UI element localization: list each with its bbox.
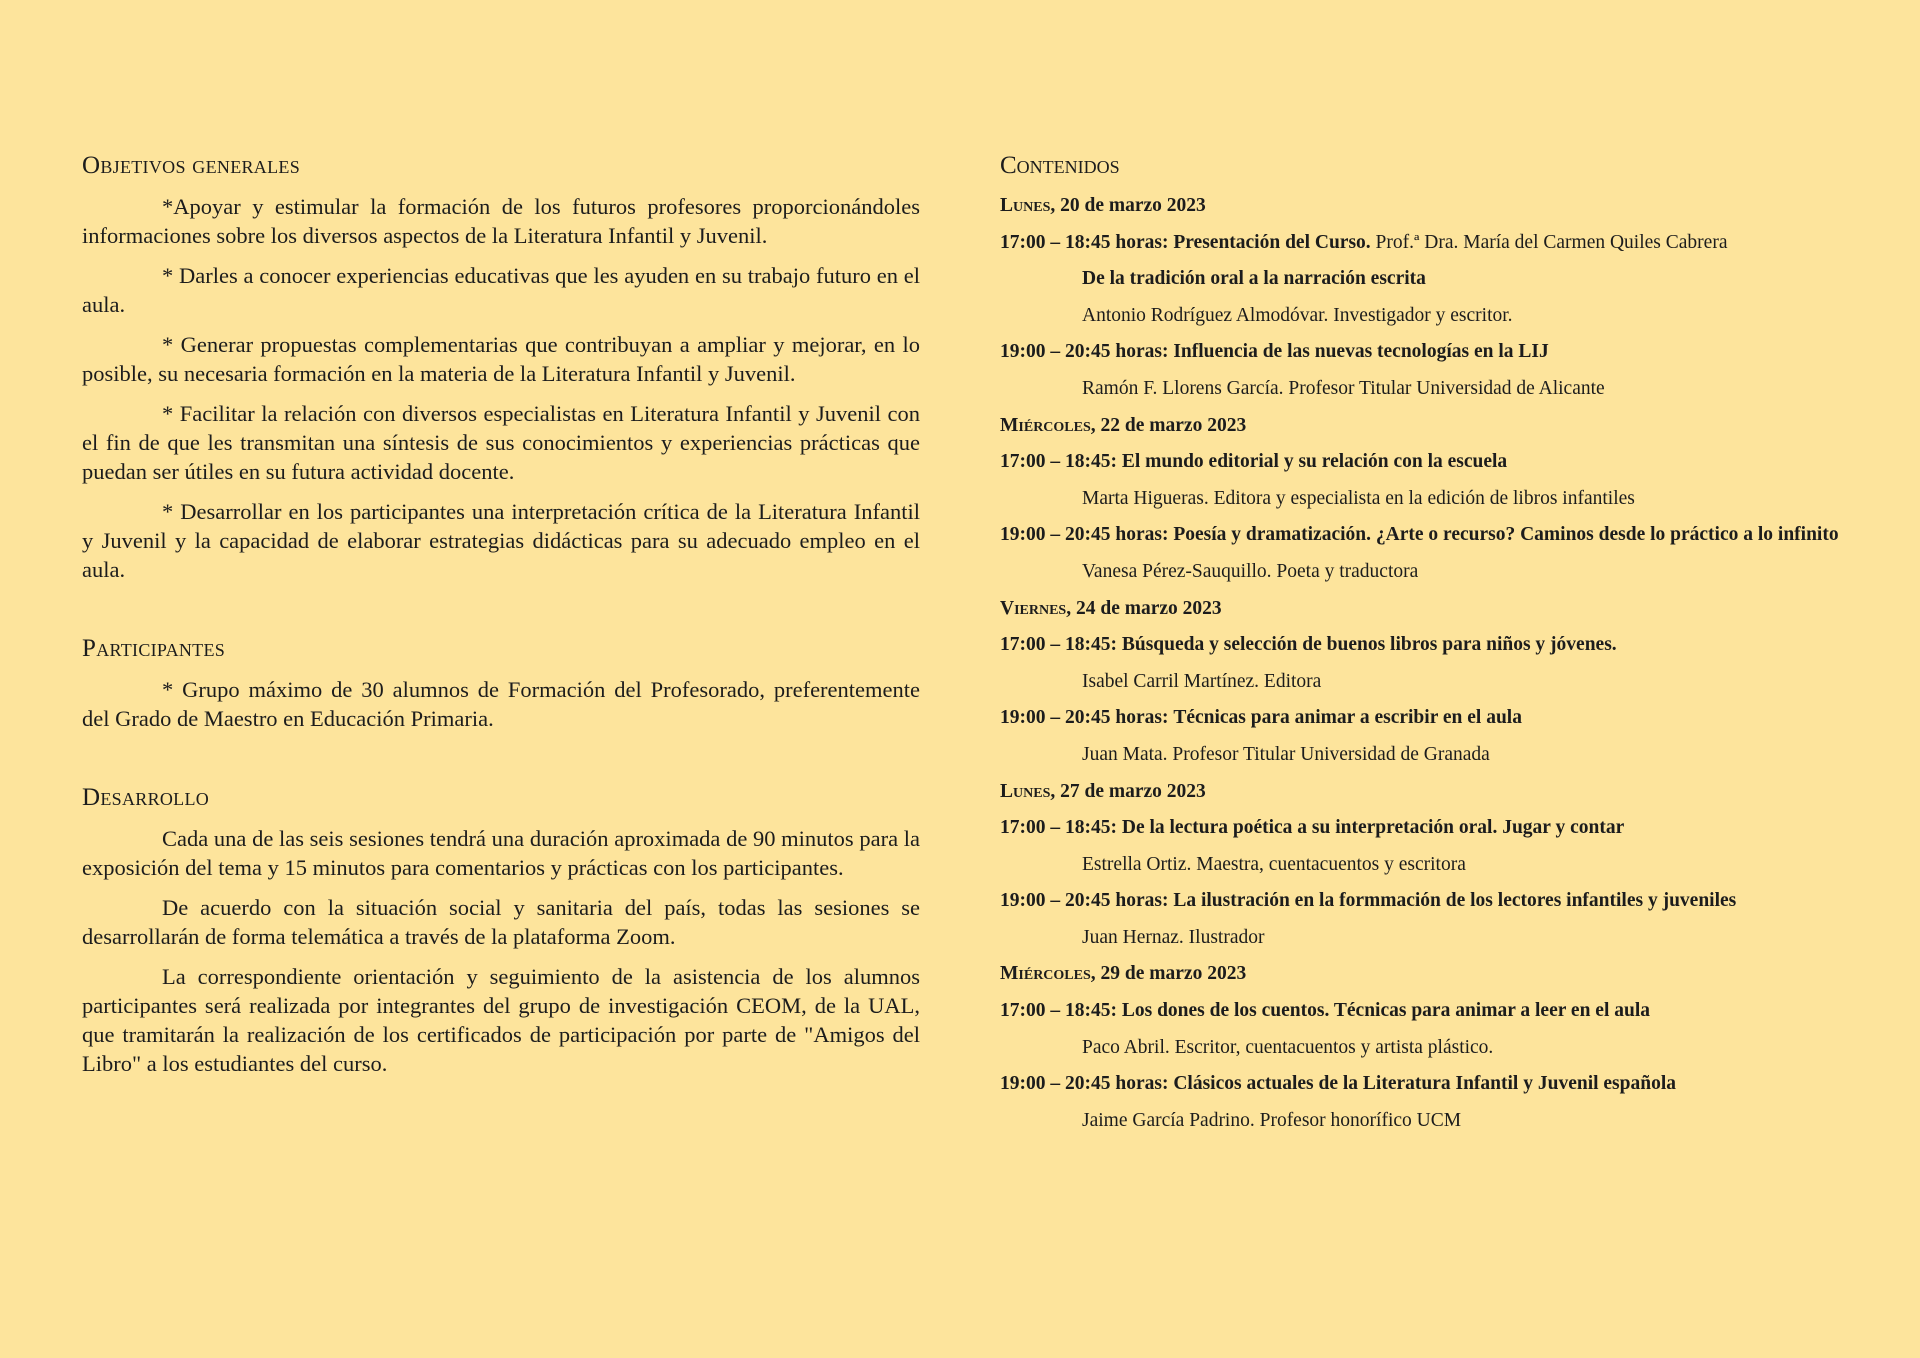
session-line: [1000, 883, 1870, 920]
spacer: [82, 744, 920, 784]
contenidos-column: [1000, 152, 1870, 1139]
session-line: [1000, 810, 1870, 847]
section-heading: Participantes: [82, 635, 226, 662]
session-speaker: Vanesa Pérez-Sauquillo. Poeta y traductora: [1082, 560, 1419, 582]
session-title: Clásicos actuales de la Literatura Infantil y Juvenil española: [1173, 1073, 1677, 1095]
paragraph: * Facilitar la relación con diversos especialistas en Literatura Infantil y Juvenil con el fin de que les transmitan una síntesis de sus conocimientos y experiencias prácticas que puedan ser útiles en su futura actividad docente.: [82, 401, 920, 484]
day-name: Viernes,: [1000, 597, 1072, 619]
day-date: 27 de marzo 2023: [1060, 780, 1206, 802]
paragraph: * Grupo máximo de 30 alumnos de Formación del Profesorado, preferentemente del Grado de Maestro en Educación Primaria.: [82, 677, 920, 731]
session-time: 19:00 – 20:45 horas:: [1000, 524, 1169, 546]
day-name: Lunes,: [1000, 195, 1056, 216]
paragraph: * Darles a conocer experiencias educativas que les ayuden en su trabajo futuro en el aula.: [82, 263, 920, 317]
paragraph: La correspondiente orientación y seguimiento de la asistencia de los alumnos participantes será realizada por integrantes del grupo de investigación CEOM, de la UAL, que tramitarán la realización de los certificados de participación por parte de "Amigos del Libro" a los estudiantes del curso.: [82, 964, 920, 1076]
left-column: [82, 152, 920, 1089]
objetivos-section: [82, 152, 920, 584]
day-date: 20 de marzo 2023: [1060, 195, 1206, 216]
session-line: [1000, 225, 1870, 262]
day-heading: [1000, 774, 1870, 811]
day-heading: [1000, 956, 1870, 993]
session-speaker: Jaime García Padrino. Profesor honorífico UCM: [1082, 1109, 1462, 1131]
session-time: 17:00 – 18:45:: [1000, 817, 1117, 839]
session-time: 17:00 – 18:45:: [1000, 634, 1117, 656]
session-title: Presentación del Curso.: [1173, 231, 1371, 253]
session-speaker: Ramón F. Llorens García. Profesor Titular Universidad de Alicante: [1082, 377, 1605, 399]
day-date: 24 de marzo 2023: [1075, 597, 1222, 619]
paragraph: * Generar propuestas complementarias que contribuyan a ampliar y mejorar, en lo posible, su necesaria formación en la materia de la Literatura Infantil y Juvenil.: [82, 332, 920, 386]
session-line: [1000, 1066, 1870, 1103]
session-speaker: Isabel Carril Martínez. Editora: [1082, 670, 1322, 692]
session-presenter: Prof.ª Dra. María del Carmen Quiles Cabrera: [1375, 231, 1728, 253]
session-title: El mundo editorial y su relación con la escuela: [1121, 451, 1508, 473]
contenidos-heading: Contenidos: [1000, 152, 1120, 179]
session-time: 19:00 – 20:45 horas:: [1000, 341, 1169, 363]
section-heading: Objetivos generales: [82, 152, 301, 179]
session-time: 19:00 – 20:45 horas:: [1000, 707, 1169, 729]
spacer: [82, 595, 920, 635]
session-title: La ilustración en la formmación de los lectores infantiles y juveniles: [1173, 890, 1737, 912]
day-heading: [1000, 188, 1870, 225]
session-title: Influencia de las nuevas tecnologías en la LIJ: [1173, 341, 1549, 363]
session-speaker: Juan Hernaz. Ilustrador: [1082, 926, 1265, 948]
desarrollo-section: [82, 784, 920, 1078]
session-line: [1000, 517, 1870, 554]
session-title: De la lectura poética a su interpretación oral. Jugar y contar: [1121, 817, 1625, 839]
paragraph: *Apoyar y estimular la formación de los futuros profesores proporcionándoles informaciones sobre los diversos aspectos de la Literatura Infantil y Juvenil.: [82, 194, 920, 248]
paragraph: De acuerdo con la situación social y sanitaria del país, todas las sesiones se desarrollarán de forma telemática a través de la plataforma Zoom.: [82, 895, 920, 949]
session-line: [1000, 700, 1870, 737]
session-speaker: Paco Abril. Escritor, cuentacuentos y artista plástico.: [1082, 1036, 1494, 1058]
session-speaker: Juan Mata. Profesor Titular Universidad de Granada: [1082, 743, 1490, 765]
session-time: 19:00 – 20:45 horas:: [1000, 1073, 1169, 1095]
session-speaker: Marta Higueras. Editora y especialista en la edición de libros infantiles: [1082, 487, 1635, 509]
session-line: [1000, 334, 1870, 371]
paragraph: * Desarrollar en los participantes una interpretación crítica de la Literatura Infantil y Juvenil y la capacidad de elaborar estrategias didácticas para su adecuado empleo en el aula.: [82, 499, 920, 582]
session-time: 19:00 – 20:45 horas:: [1000, 890, 1169, 912]
section-heading: Desarrollo: [82, 784, 210, 811]
paragraph: Cada una de las seis sesiones tendrá una duración aproximada de 90 minutos para la exposición del tema y 15 minutos para comentarios y prácticas con los participantes.: [82, 826, 920, 880]
session-title: Técnicas para animar a escribir en el aula: [1173, 707, 1522, 729]
participantes-section: [82, 635, 920, 733]
day-heading: [1000, 408, 1870, 445]
day-name: Lunes,: [1000, 780, 1056, 802]
day-heading: [1000, 591, 1870, 628]
day-name: Miércoles,: [1000, 414, 1096, 436]
session-title: Los dones de los cuentos. Técnicas para animar a leer en el aula: [1121, 1000, 1650, 1022]
session-title: Poesía y dramatización. ¿Arte o recurso? Caminos desde lo práctico a lo infinito: [1173, 524, 1839, 546]
day-date: 22 de marzo 2023: [1100, 414, 1247, 436]
session-line: [1000, 444, 1870, 481]
day-name: Miércoles,: [1000, 963, 1096, 985]
session-line: [1000, 627, 1870, 664]
session-time: 17:00 – 18:45:: [1000, 451, 1117, 473]
session-speaker: Estrella Ortiz. Maestra, cuentacuentos y escritora: [1082, 853, 1466, 875]
session-time: 17:00 – 18:45 horas:: [1000, 231, 1169, 253]
session-speaker: Antonio Rodríguez Almodóvar. Investigador y escritor.: [1082, 304, 1513, 326]
session-title: Búsqueda y selección de buenos libros para niños y jóvenes.: [1121, 634, 1617, 656]
day-date: 29 de marzo 2023: [1100, 963, 1247, 985]
session-line: [1000, 993, 1870, 1030]
session-subtitle: De la tradición oral a la narración escrita: [1082, 268, 1426, 290]
session-time: 17:00 – 18:45:: [1000, 1000, 1117, 1022]
